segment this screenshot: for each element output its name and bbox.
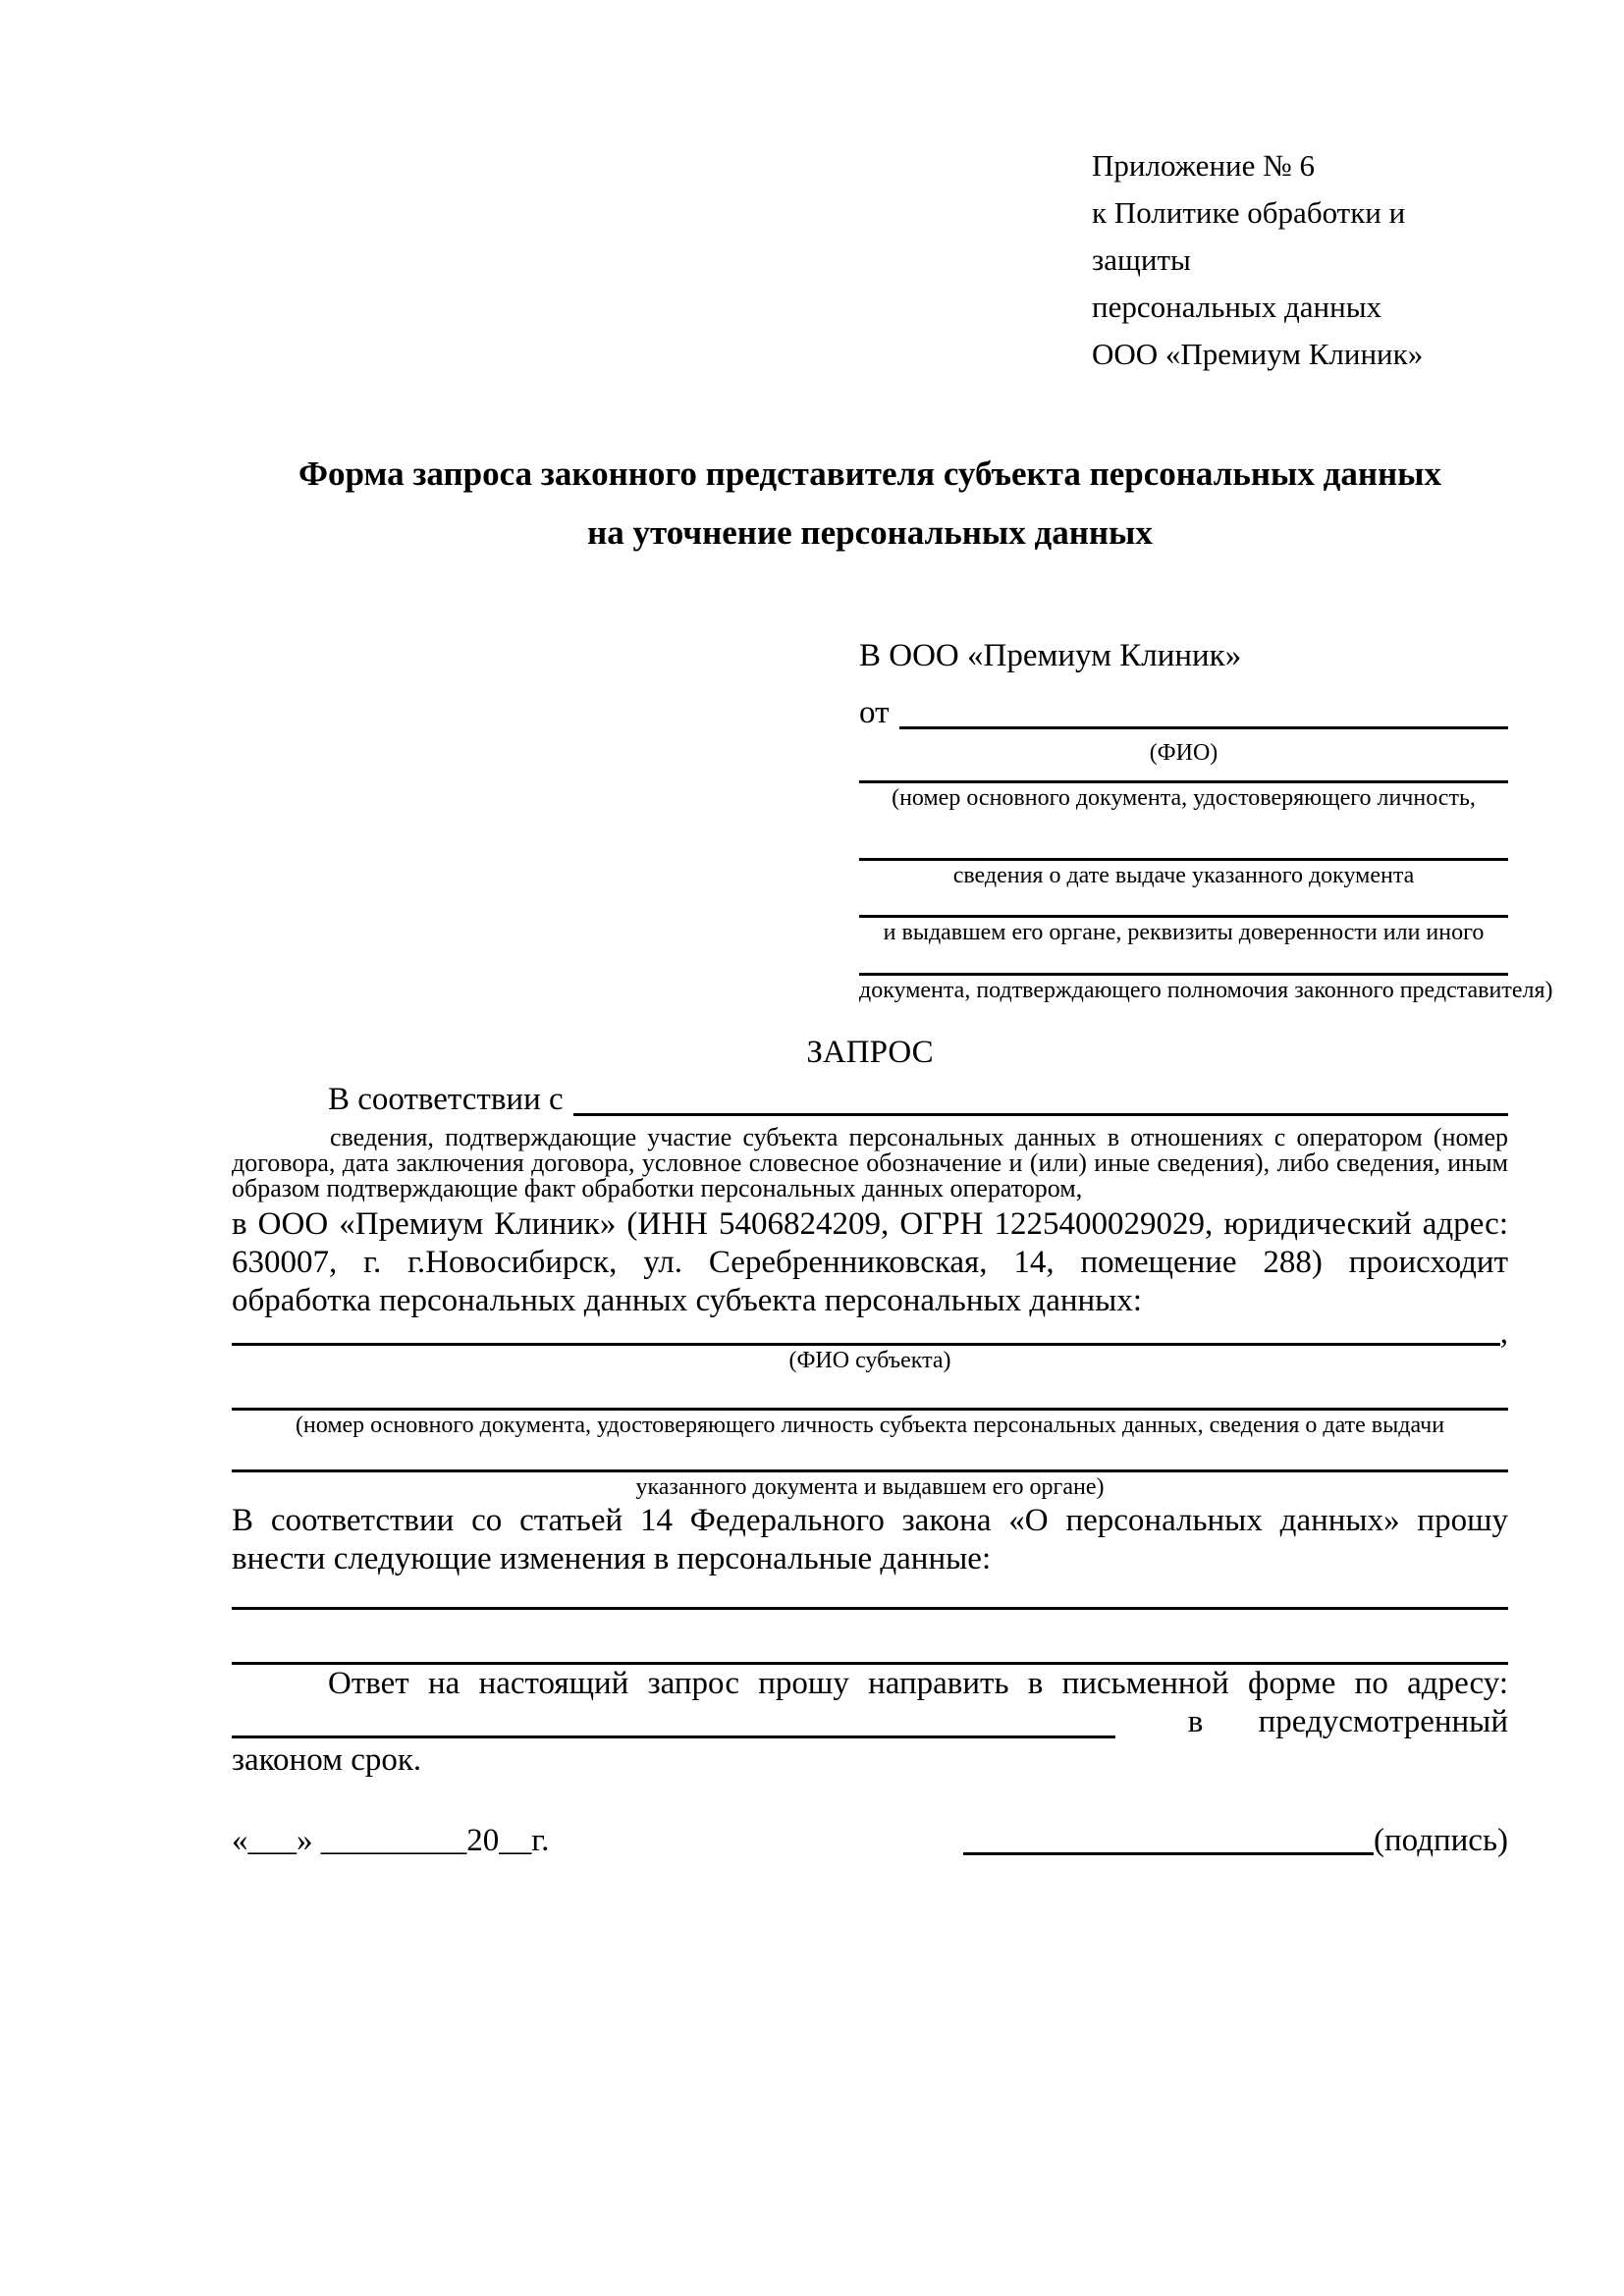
reply-address-field [232,1735,1115,1738]
appendix-line: Приложение № 6 [1092,148,1315,183]
doc-authority-caption: документа, подтверждающего полномочия законного представителя) [859,978,1553,1003]
date-field: «___» _________20__г. [232,1823,550,1858]
appendix-line: персональных данных [1092,290,1382,324]
page-title-line1: Форма запроса законного представителя субъекта персональных данных [298,454,1441,493]
doc-issuer-caption: и выдавшем его органе, реквизиты доверенности или иного [883,920,1485,945]
reply-paragraph-line1: Ответ на настоящий запрос прошу направить в письменной форме по адресу: [328,1666,1508,1701]
operator-paragraph: в ООО «Премиум Клиник» (ИНН 5406824209, ОГРН 1225400029029, юридический адрес: 630007, г. г.Новосибирск, ул. Серебренниковская, 14, помещение 288) происходит обработка персональных данных субъекта персональных данных: [232,1206,1508,1318]
document-content [232,0,1553,1860]
subject-doc-caption2: указанного документа и выдавшем его органе) [635,1474,1105,1500]
from-fio-field [899,725,1509,729]
appendix-line: к Политике обработки и защиты [1092,195,1406,277]
page-title [232,445,1508,562]
addressee-block [859,636,1553,1005]
article-paragraph: В соответствии со статьей 14 Федерального закона «О персональных данных» прошу внести следующие изменения в персональные данные: [232,1503,1508,1576]
appendix-line: ООО «Премиум Клиник» [1092,337,1424,371]
fio-caption: (ФИО) [1149,740,1218,766]
doc-date-field-group [859,858,1508,890]
from-row [859,693,1508,732]
subject-fio-caption: (ФИО субъекта) [788,1348,951,1373]
appendix-header [1092,142,1508,378]
footer-row [232,1821,1508,1860]
reply-paragraph-end: законом срок. [232,1742,422,1778]
signature-field [963,1851,1374,1855]
doc-issuer-field-group [859,915,1508,947]
reply-address-row [232,1703,1508,1741]
trailing-comma: , [1499,1315,1508,1351]
basis-footnote: сведения, подтверждающие участие субъекта персональных данных в отношениях с оператором (номер договора, дата заключения договора, условное словесное обозначение и (или) иные сведения), либо сведения, иным образом подтверждающие факт обработки персональных данных оператором, [232,1123,1508,1202]
changes-field-line1 [232,1607,1508,1610]
subject-fio-row [232,1315,1508,1351]
basis-field [573,1112,1508,1116]
subject-doc-caption1: (номер основного документа, удостоверяющего личность субъекта персональных данных, сведения о дате выдачи [295,1413,1445,1438]
reply-paragraph-tail: в предусмотренный [1187,1704,1508,1739]
doc-number-field-group [859,780,1508,813]
signature-caption: (подпись) [1374,1823,1508,1858]
request-heading: ЗАПРОС [806,1035,934,1070]
addressee-to: В ООО «Премиум Клиник» [859,638,1242,673]
signature-block [963,1821,1508,1860]
from-label: от [859,695,890,730]
doc-date-caption: сведения о дате выдаче указанного документа [952,863,1415,888]
page-title-line2: на уточнение персональных данных [587,513,1153,552]
basis-label: В соответствии с [328,1082,564,1117]
doc-number-caption: (номер основного документа, удостоверяющего личность, [892,785,1476,811]
basis-row [232,1080,1508,1119]
doc-authority-field-group [859,973,1553,1005]
